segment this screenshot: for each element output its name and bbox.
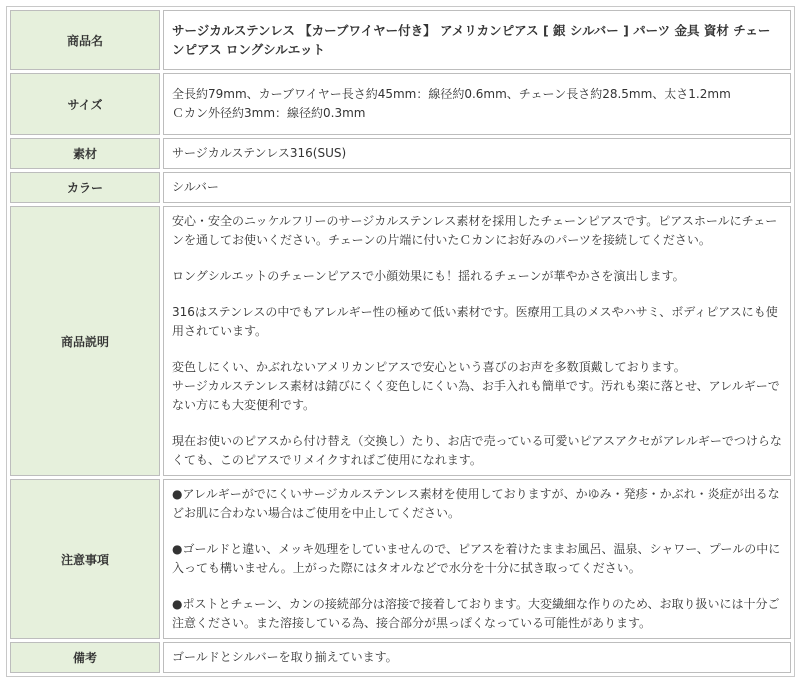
description-paragraph: サージカルステンレス素材は錆びにくく変色しにくい為、お手入れも簡単です。汚れも楽に落とせ、アレルギーでない方にも大変便利です。 [172,379,780,412]
material-value: サージカルステンレス316(SUS) [163,138,791,169]
color-value: シルバー [163,172,791,203]
notes-value [163,479,791,639]
product-name-label: 商品名 [10,10,160,70]
remarks-label: 備考 [10,642,160,673]
description-paragraph: 変色しにくい、かぶれないアメリカンピアスで安心という喜びのお声を多数頂戴しております。 [172,360,686,374]
notes-paragraph: ●ゴールドと違い、メッキ処理をしていませんので、ピアスを着けたままお風呂、温泉、シャワー、プールの中に入っても構いません。上がった際にはタオルなどで水分を十分に拭き取ってください。 [172,542,781,575]
row-product-name [10,10,791,70]
row-size [10,73,791,135]
row-remarks [10,642,791,673]
color-label: カラー [10,172,160,203]
row-description [10,206,791,476]
material-label: 素材 [10,138,160,169]
row-material [10,138,791,169]
description-paragraph: 安心・安全のニッケルフリーのサージカルステンレス素材を採用したチェーンピアスです。ピアスホールにチェーンを通してお使いください。チェーンの片端に付いたＣカンにお好みのパーツを接続してください。 [172,214,778,247]
size-line: Ｃカン外径約3mm：線径約0.3mm [172,106,366,120]
notes-paragraph: ●アレルギーがでにくいサージカルステンレス素材を使用しておりますが、かゆみ・発疹・かぶれ・炎症が出るなどお肌に合わない場合はご使用を中止してください。 [172,487,780,520]
description-value [163,206,791,476]
remarks-value: ゴールドとシルバーを取り揃えています。 [163,642,791,673]
description-paragraph: 現在お使いのピアスから付け替え（交換し）たり、お店で売っている可愛いピアスアクセがアレルギーでつけらなくても、このピアスでリメイクすればご使用になれます。 [172,434,782,467]
product-name-value: サージカルステンレス 【カーブワイヤー付き】 アメリカンピアス [ 銀 シルバー ] パーツ 金具 資材 チェーンピアス ロングシルエット [163,10,791,70]
product-spec-table [6,6,795,677]
notes-label: 注意事項 [10,479,160,639]
description-paragraph: ロングシルエットのチェーンピアスで小顔効果にも！揺れるチェーンが華やかさを演出します。 [172,269,685,283]
size-line: 全長約79mm、カーブワイヤー長さ約45mm：線径約0.6mm、チェーン長さ約28.5mm、太さ1.2mm [172,87,731,101]
row-color [10,172,791,203]
description-paragraph: 316はステンレスの中でもアレルギー性の極めて低い素材です。医療用工具のメスやハサミ、ボディピアスにも使用されています。 [172,305,778,338]
row-notes [10,479,791,639]
notes-paragraph: ●ポストとチェーン、カンの接続部分は溶接で接着しております。大変繊細な作りのため、お取り扱いには十分ご注意ください。また溶接している為、接合部分が黒っぽくなっている可能性があります。 [172,597,780,630]
description-label: 商品説明 [10,206,160,476]
size-value [163,73,791,135]
size-label: サイズ [10,73,160,135]
